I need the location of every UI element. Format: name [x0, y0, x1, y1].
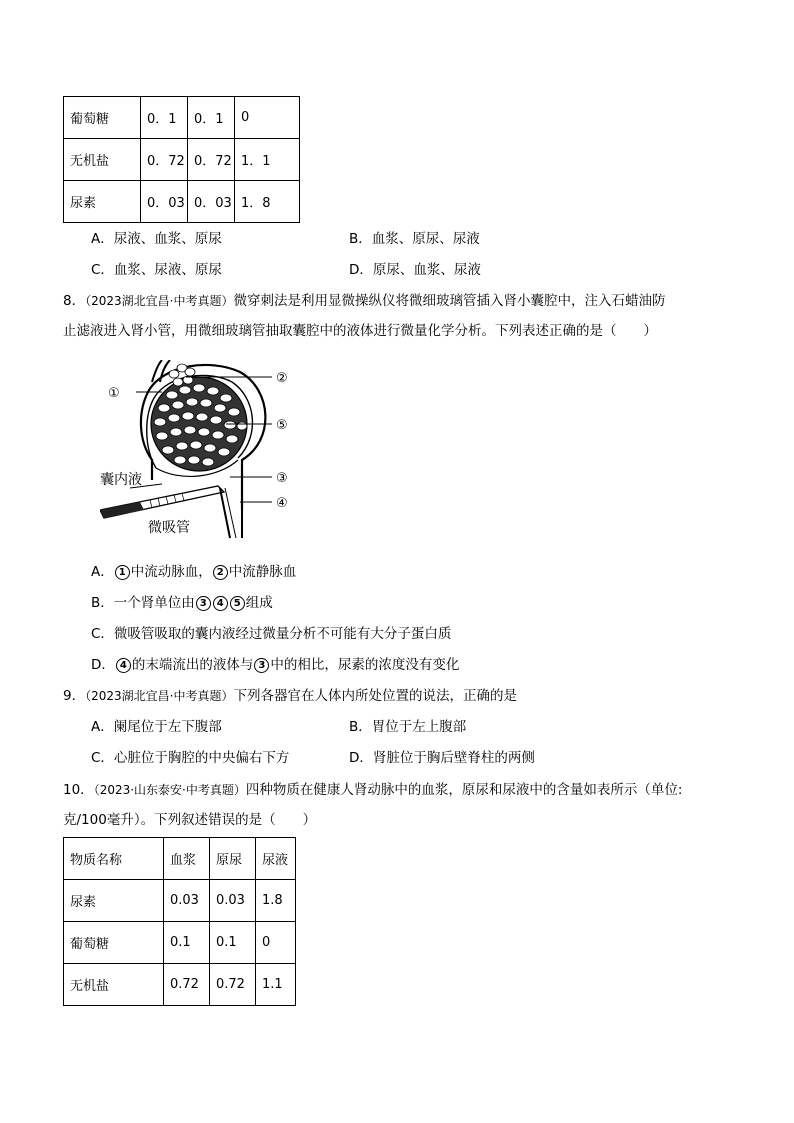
q9-option-c[interactable]: C．心脏位于胸腔的中央偏右下方 [91, 750, 290, 766]
q8-option-b[interactable] [91, 593, 273, 613]
table-cell: 0 [235, 97, 300, 139]
q9-number: 9． [63, 688, 86, 704]
q7-data-table [63, 96, 300, 223]
option-prefix: A． [91, 564, 114, 580]
table-cell: 0.03 [210, 880, 256, 922]
q8-option-d[interactable] [91, 655, 459, 675]
q8-option-c[interactable]: C．微吸管吸取的囊内液经过微量分析不可能有大分子蛋白质 [91, 626, 452, 642]
table-cell: 0.1 [210, 922, 256, 964]
table-cell: 葡萄糖 [64, 922, 164, 964]
table-cell: 尿素 [64, 880, 164, 922]
q7-option-d[interactable]: D．原尿、血浆、尿液 [349, 262, 481, 278]
table-cell: 1.8 [256, 880, 296, 922]
q10-data-table [63, 837, 296, 1006]
q9-option-b[interactable]: B．胃位于左上腹部 [349, 719, 467, 735]
table-header-cell: 物质名称 [64, 838, 164, 880]
table-cell: 0．1 [188, 97, 235, 139]
q8-text-line1: 微穿刺法是利用显微操纵仪将微细玻璃管插入肾小囊腔中，注入石蜡油防 [233, 293, 666, 309]
table-header-row [64, 838, 296, 880]
table-header-cell: 尿液 [256, 838, 296, 880]
q10-source: （2023·山东泰安·中考真题） [93, 783, 246, 797]
table-cell: 0．03 [141, 181, 188, 223]
circled-number: 4 [116, 658, 131, 673]
table-cell: 无机盐 [64, 139, 141, 181]
figure-label-2: ② [276, 371, 288, 386]
table-cell: 无机盐 [64, 964, 164, 1006]
circled-number: 2 [213, 565, 228, 580]
option-text: 中流静脉血 [228, 564, 297, 580]
option-prefix: D． [91, 657, 115, 673]
table-row [64, 181, 300, 223]
q7-option-c[interactable]: C．血浆、尿液、原尿 [91, 262, 222, 278]
q9-text: 下列各器官在人体内所处位置的说法，正确的是 [233, 688, 517, 704]
q7-option-b[interactable]: B．血浆、原尿、尿液 [349, 231, 480, 247]
table-cell: 0．72 [188, 139, 235, 181]
option-text: B．一个肾单位由 [91, 595, 195, 611]
table-row [64, 97, 300, 139]
table-cell: 0．03 [188, 181, 235, 223]
figure-label-4: ④ [276, 496, 288, 511]
q10-question-line1 [63, 780, 682, 800]
table-cell: 葡萄糖 [64, 97, 141, 139]
table-cell: 0 [256, 922, 296, 964]
q8-question-line1 [63, 291, 665, 311]
q8-number: 8． [63, 293, 86, 309]
q10-text-line1: 四种物质在健康人肾动脉中的血浆，原尿和尿液中的含量如表所示（单位: [245, 782, 683, 798]
figure-label-1: ① [108, 386, 120, 401]
table-cell: 1.1 [256, 964, 296, 1006]
circled-number: 3 [196, 596, 211, 611]
circled-number: 5 [230, 596, 245, 611]
option-text: 的末端流出的液体与 [131, 657, 254, 673]
table-cell: 0.72 [210, 964, 256, 1006]
table-header-cell: 原尿 [210, 838, 256, 880]
option-text: 组成 [245, 595, 273, 611]
q8-question-line2: 止滤液进入肾小管，用微细玻璃管抽取囊腔中的液体进行微量化学分析。下列表述正确的是（ ） [63, 323, 657, 339]
table-row [64, 880, 296, 922]
glomerulus-figure [100, 360, 310, 540]
option-text: 中的相比，尿素的浓度没有变化 [270, 657, 460, 673]
figure-label-pipette: 微吸管 [148, 520, 190, 536]
q9-source: （2023湖北宜昌·中考真题） [85, 689, 234, 703]
q9-question [63, 686, 517, 706]
table-row [64, 139, 300, 181]
circled-number: 4 [213, 596, 228, 611]
circled-number: 3 [254, 658, 269, 673]
table-header-cell: 血浆 [164, 838, 210, 880]
q10-question-line2: 克/100毫升）。下列叙述错误的是（ ） [63, 812, 317, 828]
q8-source: （2023湖北宜昌·中考真题） [85, 294, 234, 308]
option-text: 中流动脉血， [130, 564, 212, 580]
table-cell: 0．72 [141, 139, 188, 181]
table-cell: 0．1 [141, 97, 188, 139]
table-row [64, 964, 296, 1006]
table-row [64, 922, 296, 964]
figure-label-capsule-fluid: 囊内液 [100, 472, 142, 488]
q7-option-a[interactable]: A．尿液、血浆、原尿 [91, 231, 222, 247]
q9-option-a[interactable]: A．阑尾位于左下腹部 [91, 719, 222, 735]
q10-number: 10． [63, 782, 94, 798]
table-cell: 1．8 [235, 181, 300, 223]
figure-label-3: ③ [276, 471, 288, 486]
figure-label-5: ⑤ [276, 418, 288, 433]
table-cell: 0.72 [164, 964, 210, 1006]
table-cell: 尿素 [64, 181, 141, 223]
table-cell: 1．1 [235, 139, 300, 181]
table-cell: 0.1 [164, 922, 210, 964]
circled-number: 1 [115, 565, 130, 580]
q9-option-d[interactable]: D．肾脏位于胸后壁脊柱的两侧 [349, 750, 535, 766]
table-cell: 0.03 [164, 880, 210, 922]
q8-option-a[interactable] [91, 562, 296, 582]
